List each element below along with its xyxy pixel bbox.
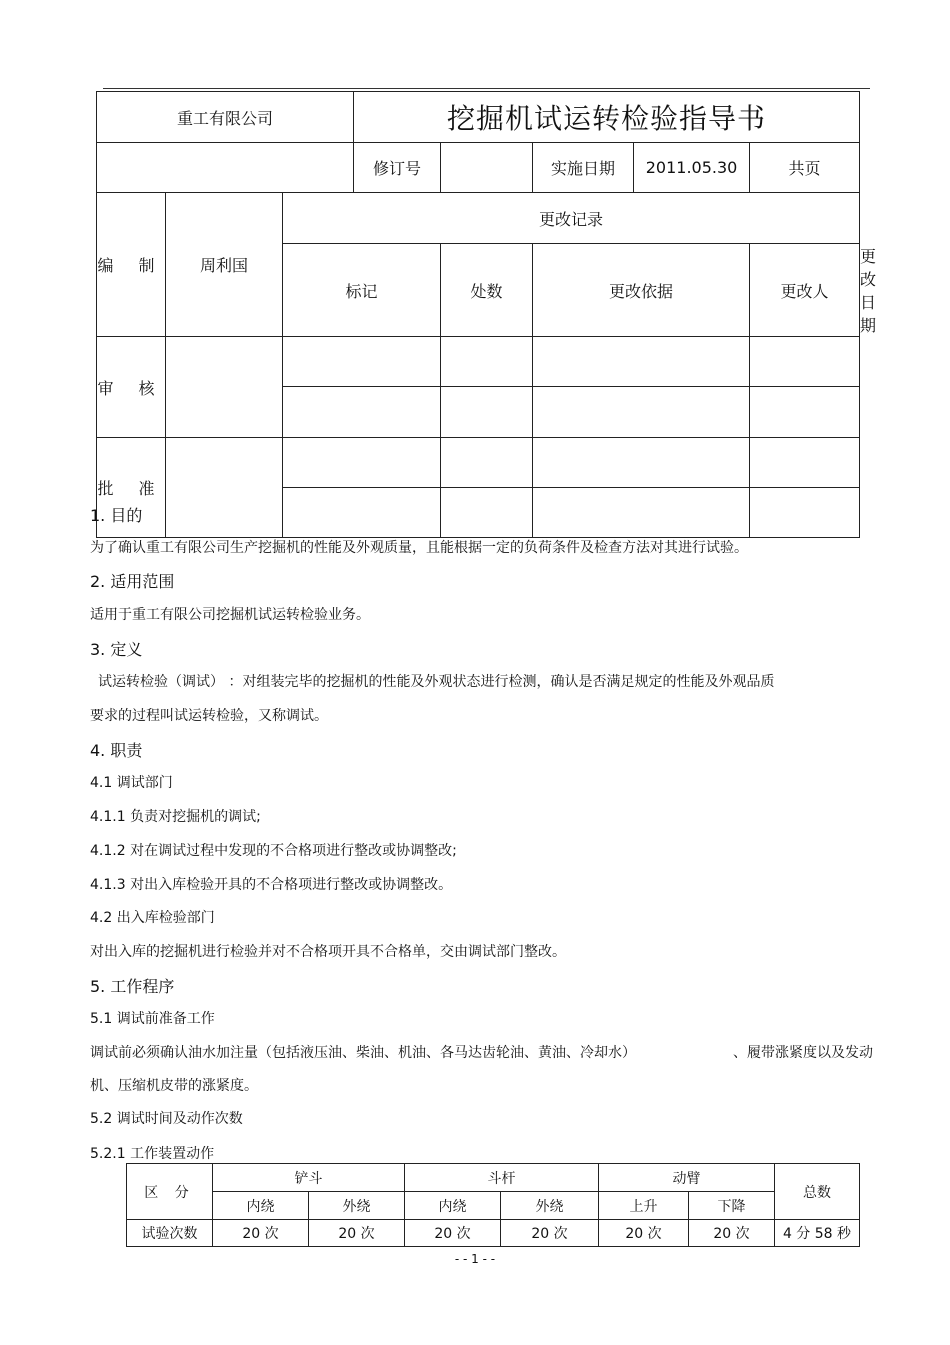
sub-header: 外绕 bbox=[309, 1192, 405, 1220]
effective-date-label: 实施日期 bbox=[533, 143, 634, 193]
change-cell bbox=[283, 438, 441, 488]
change-cell bbox=[750, 488, 860, 538]
definition-text-line1: 试运转检验（调试） ：对组装完毕的挖掘机的性能及外观状态进行检测，确认是否满足规定的性能及外观品质 bbox=[98, 674, 775, 690]
change-cell bbox=[441, 387, 533, 438]
value-cell: 20 次 bbox=[405, 1220, 501, 1247]
item-4-2: 4.2 出入库检验部门 bbox=[90, 910, 215, 926]
change-cell bbox=[750, 438, 860, 488]
compiled-by: 周利国 bbox=[166, 193, 283, 337]
approve-signature-cell bbox=[166, 438, 283, 538]
revision-value bbox=[441, 143, 533, 193]
work-device-action-table bbox=[126, 1163, 860, 1247]
value-cell: 20 次 bbox=[213, 1220, 309, 1247]
change-cell bbox=[533, 488, 750, 538]
change-cell bbox=[533, 387, 750, 438]
document-title: 挖掘机试运转检验指导书 bbox=[354, 92, 860, 143]
total-value: 4 分 58 秒 bbox=[775, 1220, 860, 1247]
row-label: 试验次数 bbox=[127, 1220, 213, 1247]
value-cell: 20 次 bbox=[599, 1220, 689, 1247]
pages-label: 共页 bbox=[750, 143, 860, 193]
item-5-2: 5.2 调试时间及动作次数 bbox=[90, 1111, 243, 1127]
section-heading-definition: 3. 定义 bbox=[90, 640, 143, 659]
change-cell bbox=[750, 337, 860, 387]
change-cell bbox=[533, 337, 750, 387]
sub-header: 内绕 bbox=[213, 1192, 309, 1220]
item-5-1-text-line2: 机、压缩机皮带的涨紧度。 bbox=[90, 1078, 258, 1094]
sub-header: 内绕 bbox=[405, 1192, 501, 1220]
change-cell bbox=[533, 438, 750, 488]
review-label: 审 核 bbox=[97, 337, 166, 438]
change-cell bbox=[283, 488, 441, 538]
total-label: 总数 bbox=[775, 1164, 860, 1220]
effective-date-value: 2011.05.30 bbox=[634, 143, 750, 193]
group-arm: 斗杆 bbox=[405, 1164, 599, 1192]
item-4-1-3: 4.1.3 对出入库检验开具的不合格项进行整改或协调整改。 bbox=[90, 877, 453, 893]
change-record-label: 更改记录 bbox=[283, 193, 860, 244]
item-4-1: 4.1 调试部门 bbox=[90, 775, 173, 791]
change-col-person: 更改人 bbox=[750, 244, 860, 337]
scope-text: 适用于重工有限公司挖掘机试运转检验业务。 bbox=[90, 607, 370, 623]
group-bucket: 铲斗 bbox=[213, 1164, 405, 1192]
section-heading-purpose: 1. 目的 bbox=[90, 506, 143, 525]
item-5-1: 5.1 调试前准备工作 bbox=[90, 1011, 215, 1027]
item-5-1-text-line1a: 调试前必须确认油水加注量（包括液压油、柴油、机油、各马达齿轮油、黄油、冷却水） bbox=[90, 1045, 636, 1061]
group-boom: 动臂 bbox=[599, 1164, 775, 1192]
company-name: 重工有限公司 bbox=[97, 92, 354, 143]
purpose-text: 为了确认重工有限公司生产挖掘机的性能及外观质量，且能根据一定的负荷条件及检查方法对其进行试验。 bbox=[90, 540, 748, 556]
revision-label: 修订号 bbox=[354, 143, 441, 193]
section-heading-procedure: 5. 工作程序 bbox=[90, 977, 175, 996]
item-4-1-2: 4.1.2 对在调试过程中发现的不合格项进行整改或协调整改; bbox=[90, 843, 457, 859]
change-col-basis: 更改依据 bbox=[533, 244, 750, 337]
value-cell: 20 次 bbox=[689, 1220, 775, 1247]
sub-header: 下降 bbox=[689, 1192, 775, 1220]
value-cell: 20 次 bbox=[309, 1220, 405, 1247]
item-4-1-1: 4.1.1 负责对挖掘机的调试; bbox=[90, 809, 261, 825]
document-header-table: 重工有限公司 挖掘机试运转检验指导书 修订号 实施日期 2011.05.30 共页 编 制 周利国 更改记录 标记 处数 更改依据 更改人 更改日期 审 核 批 准 bbox=[96, 91, 860, 538]
definition-text-line2: 要求的过程叫试运转检验，又称调试。 bbox=[90, 708, 328, 724]
change-cell bbox=[283, 337, 441, 387]
item-5-2-1: 5.2.1 工作装置动作 bbox=[90, 1146, 215, 1162]
blank-cell bbox=[97, 143, 354, 193]
change-col-count: 处数 bbox=[441, 244, 533, 337]
item-4-2-text: 对出入库的挖掘机进行检验并对不合格项开具不合格单，交由调试部门整改。 bbox=[90, 944, 566, 960]
item-5-1-text-line1b: 、履带涨紧度以及发动 bbox=[733, 1045, 873, 1061]
section-heading-scope: 2. 适用范围 bbox=[90, 572, 175, 591]
change-cell bbox=[441, 488, 533, 538]
change-cell bbox=[441, 337, 533, 387]
section-heading-responsibility: 4. 职责 bbox=[90, 741, 143, 760]
sub-header: 外绕 bbox=[501, 1192, 599, 1220]
value-cell: 20 次 bbox=[501, 1220, 599, 1247]
sub-header: 上升 bbox=[599, 1192, 689, 1220]
change-cell bbox=[441, 438, 533, 488]
change-cell bbox=[750, 387, 860, 438]
approve-label: 批 准 bbox=[97, 438, 166, 538]
change-cell bbox=[283, 387, 441, 438]
review-signature-cell bbox=[166, 337, 283, 438]
top-rule bbox=[103, 88, 870, 89]
change-col-mark: 标记 bbox=[283, 244, 441, 337]
category-label: 区 分 bbox=[127, 1164, 213, 1220]
page-number: - - 1 - - bbox=[454, 1252, 496, 1266]
compiled-label: 编 制 bbox=[97, 193, 166, 337]
